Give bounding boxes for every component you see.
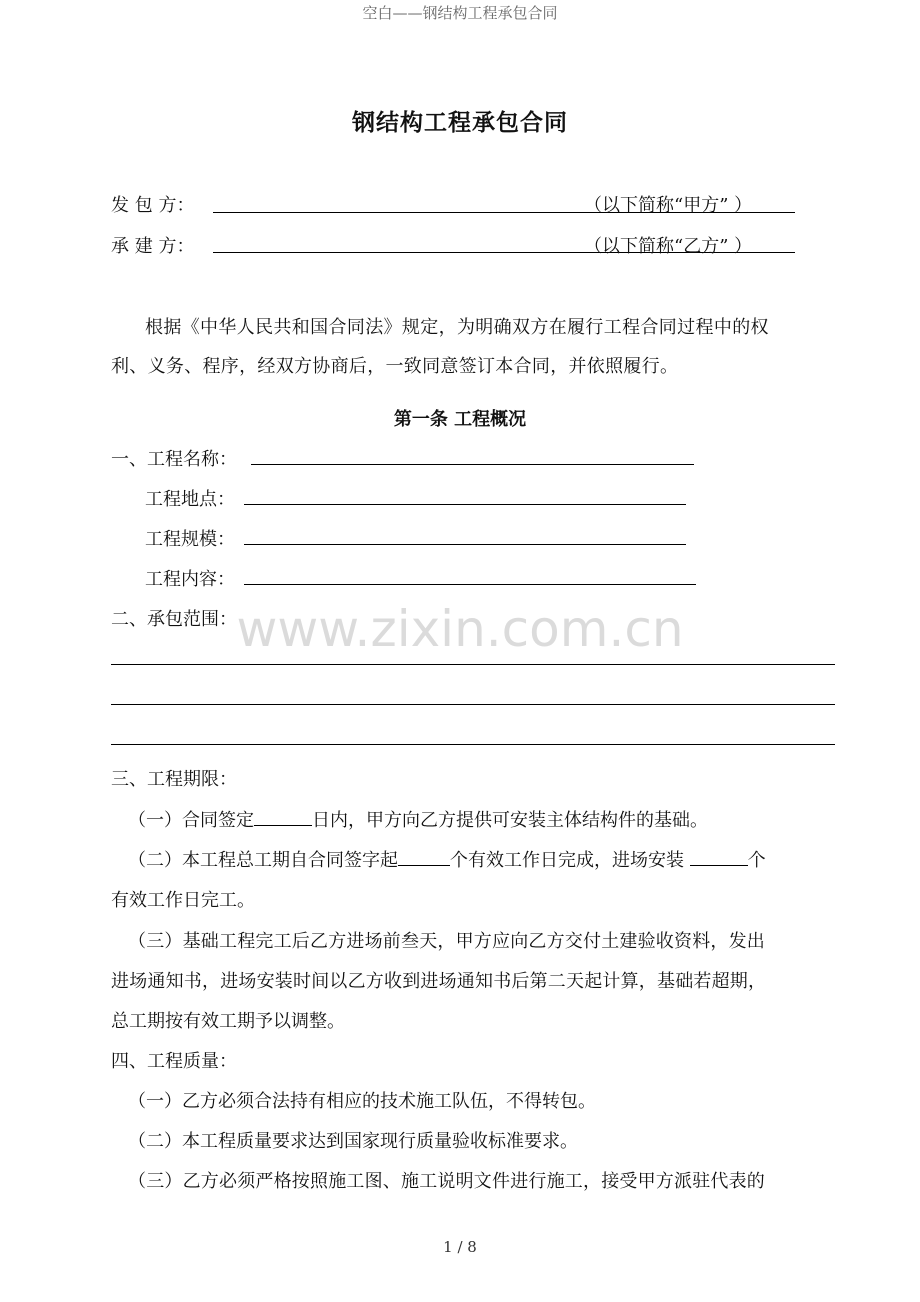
duration-item-3-line-2: 进场通知书，进场安装时间以乙方收到进场通知书后第二天起计算，基础若超期， (111, 971, 767, 992)
duration-heading: 三、工程期限： (111, 769, 237, 790)
project-content-line[interactable] (244, 584, 696, 585)
intro-line-2: 利、义务、程序，经双方协商后，一致同意签订本合同，并依照履行。 (111, 356, 679, 377)
duration-item-2-line-2: 有效工作日完工。 (111, 890, 255, 911)
quality-item-1: （一）乙方必须合法持有相应的技术施工队伍，不得转包。 (128, 1091, 596, 1112)
article-1-heading: 第一条 工程概况 (393, 409, 527, 430)
page-title: 钢结构工程承包合同 (352, 109, 568, 136)
total-days-blank[interactable] (398, 846, 450, 866)
contractor-label: 承 建 方： (111, 236, 195, 257)
quality-item-2: （二）本工程质量要求达到国家现行质量验收标准要求。 (128, 1131, 578, 1152)
project-location-line[interactable] (244, 504, 686, 505)
duration-item-1 (128, 806, 708, 832)
duration-item-1-a: （一）合同签定 (128, 810, 254, 831)
duration-item-1-b: 日内，甲方向乙方提供可安装主体结构件的基础。 (312, 810, 708, 831)
scope-label: 二、承包范围： (111, 609, 237, 630)
scope-line-2[interactable] (111, 704, 835, 705)
project-content-label: 工程内容： (145, 569, 235, 590)
sign-days-blank[interactable] (254, 806, 312, 826)
employer-label: 发 包 方： (111, 195, 195, 216)
page-number: 1 / 8 (443, 1238, 477, 1256)
running-header: 空白——钢结构工程承包合同 (362, 4, 558, 22)
duration-item-2 (128, 846, 766, 872)
duration-item-2-c: 个 (747, 850, 766, 871)
duration-item-3-line-3: 总工期按有效工期予以调整。 (111, 1011, 345, 1032)
intro-line-1: 根据《中华人民共和国合同法》规定，为明确双方在履行工程合同过程中的权 (145, 317, 769, 338)
install-days-blank[interactable] (690, 846, 748, 866)
project-scale-label: 工程规模： (145, 529, 235, 550)
employer-abbr: （以下简称“甲方” ） (584, 195, 753, 216)
quality-item-3: （三）乙方必须严格按照施工图、施工说明文件进行施工，接受甲方派驻代表的 (128, 1171, 765, 1192)
project-name-line[interactable] (251, 464, 694, 465)
contractor-abbr: （以下简称“乙方” ） (584, 236, 753, 257)
scope-line-3[interactable] (111, 744, 835, 745)
duration-item-2-a: （二）本工程总工期自合同签字起 (128, 850, 398, 871)
project-name-label: 一、工程名称： (111, 449, 237, 470)
quality-heading: 四、工程质量： (111, 1051, 237, 1072)
project-location-label: 工程地点： (145, 489, 235, 510)
duration-item-3-line-1: （三）基础工程完工后乙方进场前叁天，甲方应向乙方交付土建验收资料，发出 (128, 931, 765, 952)
duration-item-2-b: 个有效工作日完成，进场安装 (450, 850, 690, 871)
watermark: www.zixin.com.cn (236, 600, 684, 658)
project-scale-line[interactable] (244, 544, 686, 545)
scope-line-1[interactable] (111, 664, 835, 665)
